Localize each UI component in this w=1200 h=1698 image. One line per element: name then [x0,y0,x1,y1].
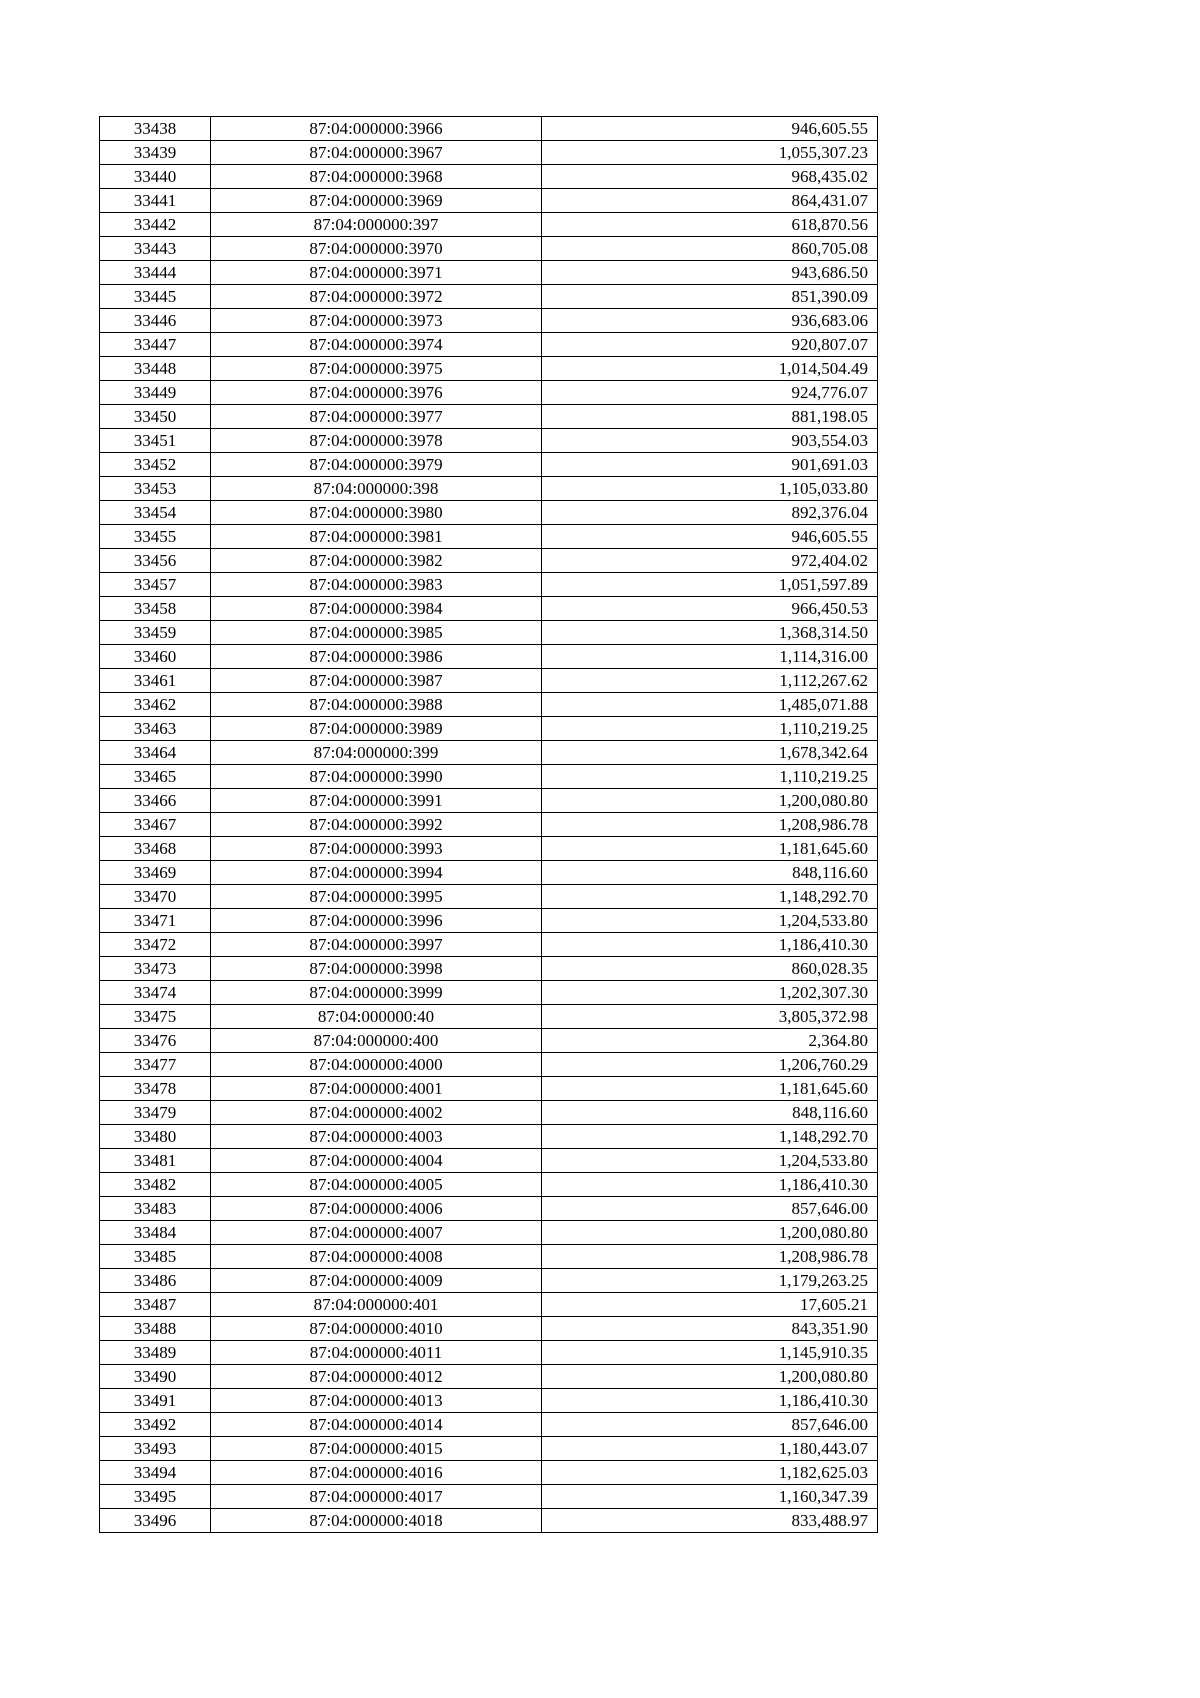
cadastral-number-cell: 87:04:000000:4002 [211,1101,542,1125]
table-row [100,1317,878,1341]
amount-cell: 966,450.53 [542,597,878,621]
amount-cell: 833,488.97 [542,1509,878,1533]
cadastral-number-cell: 87:04:000000:3969 [211,189,542,213]
row-number-cell: 33451 [100,429,211,453]
amount-cell: 1,368,314.50 [542,621,878,645]
cadastral-number-cell: 87:04:000000:3982 [211,549,542,573]
cadastral-number-cell: 87:04:000000:3993 [211,837,542,861]
amount-cell: 1,105,033.80 [542,477,878,501]
amount-cell: 946,605.55 [542,525,878,549]
row-number-cell: 33477 [100,1053,211,1077]
table-body [100,117,878,1533]
amount-cell: 1,110,219.25 [542,765,878,789]
row-number-cell: 33449 [100,381,211,405]
table-row [100,1077,878,1101]
table-row [100,573,878,597]
amount-cell: 968,435.02 [542,165,878,189]
row-number-cell: 33482 [100,1173,211,1197]
cadastral-number-cell: 87:04:000000:3980 [211,501,542,525]
row-number-cell: 33458 [100,597,211,621]
data-table [99,116,878,1533]
amount-cell: 1,208,986.78 [542,1245,878,1269]
row-number-cell: 33447 [100,333,211,357]
amount-cell: 1,204,533.80 [542,1149,878,1173]
cadastral-number-cell: 87:04:000000:4015 [211,1437,542,1461]
table-row [100,693,878,717]
table-row [100,261,878,285]
table-row [100,717,878,741]
row-number-cell: 33465 [100,765,211,789]
table-row [100,1365,878,1389]
table-row [100,1437,878,1461]
table-row [100,741,878,765]
amount-cell: 860,705.08 [542,237,878,261]
cadastral-number-cell: 87:04:000000:3977 [211,405,542,429]
cadastral-number-cell: 87:04:000000:3979 [211,453,542,477]
cadastral-number-cell: 87:04:000000:3991 [211,789,542,813]
row-number-cell: 33445 [100,285,211,309]
table-row [100,1149,878,1173]
row-number-cell: 33462 [100,693,211,717]
cadastral-number-cell: 87:04:000000:3989 [211,717,542,741]
cadastral-number-cell: 87:04:000000:3972 [211,285,542,309]
table-row [100,813,878,837]
cadastral-number-cell: 87:04:000000:3981 [211,525,542,549]
row-number-cell: 33446 [100,309,211,333]
row-number-cell: 33487 [100,1293,211,1317]
amount-cell: 851,390.09 [542,285,878,309]
amount-cell: 1,182,625.03 [542,1461,878,1485]
table-row [100,357,878,381]
cadastral-number-cell: 87:04:000000:3975 [211,357,542,381]
row-number-cell: 33495 [100,1485,211,1509]
amount-cell: 924,776.07 [542,381,878,405]
table-row [100,957,878,981]
amount-cell: 843,351.90 [542,1317,878,1341]
cadastral-number-cell: 87:04:000000:400 [211,1029,542,1053]
table-row [100,933,878,957]
row-number-cell: 33484 [100,1221,211,1245]
cadastral-number-cell: 87:04:000000:3966 [211,117,542,141]
amount-cell: 864,431.07 [542,189,878,213]
row-number-cell: 33493 [100,1437,211,1461]
cadastral-number-cell: 87:04:000000:4016 [211,1461,542,1485]
row-number-cell: 33450 [100,405,211,429]
cadastral-number-cell: 87:04:000000:3984 [211,597,542,621]
table-row [100,405,878,429]
amount-cell: 1,179,263.25 [542,1269,878,1293]
cadastral-number-cell: 87:04:000000:3973 [211,309,542,333]
amount-cell: 1,186,410.30 [542,933,878,957]
amount-cell: 1,208,986.78 [542,813,878,837]
table-row [100,837,878,861]
row-number-cell: 33459 [100,621,211,645]
table-row [100,1389,878,1413]
row-number-cell: 33454 [100,501,211,525]
row-number-cell: 33481 [100,1149,211,1173]
cadastral-number-cell: 87:04:000000:3990 [211,765,542,789]
row-number-cell: 33453 [100,477,211,501]
table-row [100,213,878,237]
cadastral-number-cell: 87:04:000000:3992 [211,813,542,837]
cadastral-number-cell: 87:04:000000:4006 [211,1197,542,1221]
cadastral-number-cell: 87:04:000000:40 [211,1005,542,1029]
table-row [100,1197,878,1221]
amount-cell: 857,646.00 [542,1413,878,1437]
row-number-cell: 33448 [100,357,211,381]
row-number-cell: 33489 [100,1341,211,1365]
amount-cell: 1,206,760.29 [542,1053,878,1077]
cadastral-number-cell: 87:04:000000:4003 [211,1125,542,1149]
cadastral-number-cell: 87:04:000000:4001 [211,1077,542,1101]
cadastral-number-cell: 87:04:000000:3968 [211,165,542,189]
cadastral-number-cell: 87:04:000000:4011 [211,1341,542,1365]
amount-cell: 1,181,645.60 [542,1077,878,1101]
table-row [100,1173,878,1197]
amount-cell: 1,186,410.30 [542,1389,878,1413]
row-number-cell: 33472 [100,933,211,957]
row-number-cell: 33457 [100,573,211,597]
amount-cell: 972,404.02 [542,549,878,573]
cadastral-number-cell: 87:04:000000:4017 [211,1485,542,1509]
table-row [100,909,878,933]
amount-cell: 1,055,307.23 [542,141,878,165]
table-row [100,1341,878,1365]
amount-cell: 1,014,504.49 [542,357,878,381]
cadastral-number-cell: 87:04:000000:4007 [211,1221,542,1245]
amount-cell: 848,116.60 [542,1101,878,1125]
cadastral-number-cell: 87:04:000000:3970 [211,237,542,261]
cadastral-number-cell: 87:04:000000:4018 [211,1509,542,1533]
table-row [100,1245,878,1269]
cadastral-number-cell: 87:04:000000:3971 [211,261,542,285]
table-row [100,189,878,213]
table-row [100,453,878,477]
amount-cell: 1,145,910.35 [542,1341,878,1365]
row-number-cell: 33494 [100,1461,211,1485]
row-number-cell: 33478 [100,1077,211,1101]
row-number-cell: 33466 [100,789,211,813]
row-number-cell: 33438 [100,117,211,141]
row-number-cell: 33476 [100,1029,211,1053]
row-number-cell: 33463 [100,717,211,741]
amount-cell: 1,051,597.89 [542,573,878,597]
table-row [100,237,878,261]
cadastral-number-cell: 87:04:000000:4008 [211,1245,542,1269]
table-row [100,1413,878,1437]
cadastral-number-cell: 87:04:000000:3974 [211,333,542,357]
amount-cell: 857,646.00 [542,1197,878,1221]
cadastral-number-cell: 87:04:000000:401 [211,1293,542,1317]
table-row [100,309,878,333]
row-number-cell: 33483 [100,1197,211,1221]
cadastral-number-cell: 87:04:000000:3999 [211,981,542,1005]
cadastral-number-cell: 87:04:000000:3996 [211,909,542,933]
table-row [100,1221,878,1245]
table-row [100,285,878,309]
amount-cell: 17,605.21 [542,1293,878,1317]
amount-cell: 1,160,347.39 [542,1485,878,1509]
row-number-cell: 33452 [100,453,211,477]
table-row [100,1005,878,1029]
table-row [100,597,878,621]
row-number-cell: 33475 [100,1005,211,1029]
cadastral-number-cell: 87:04:000000:3998 [211,957,542,981]
amount-cell: 946,605.55 [542,117,878,141]
row-number-cell: 33474 [100,981,211,1005]
row-number-cell: 33444 [100,261,211,285]
amount-cell: 901,691.03 [542,453,878,477]
table-row [100,525,878,549]
amount-cell: 1,200,080.80 [542,1365,878,1389]
amount-cell: 920,807.07 [542,333,878,357]
cadastral-number-cell: 87:04:000000:3967 [211,141,542,165]
table-row [100,1485,878,1509]
row-number-cell: 33471 [100,909,211,933]
table-row [100,765,878,789]
row-number-cell: 33467 [100,813,211,837]
amount-cell: 1,204,533.80 [542,909,878,933]
table-row [100,669,878,693]
table-row [100,117,878,141]
table-row [100,1269,878,1293]
table-row [100,885,878,909]
table-row [100,1053,878,1077]
table-row [100,501,878,525]
row-number-cell: 33439 [100,141,211,165]
row-number-cell: 33470 [100,885,211,909]
row-number-cell: 33485 [100,1245,211,1269]
row-number-cell: 33488 [100,1317,211,1341]
table-row [100,429,878,453]
cadastral-number-cell: 87:04:000000:3983 [211,573,542,597]
amount-cell: 1,110,219.25 [542,717,878,741]
cadastral-number-cell: 87:04:000000:4000 [211,1053,542,1077]
table-row [100,645,878,669]
row-number-cell: 33479 [100,1101,211,1125]
table-row [100,1509,878,1533]
row-number-cell: 33441 [100,189,211,213]
table-row [100,477,878,501]
row-number-cell: 33473 [100,957,211,981]
amount-cell: 1,180,443.07 [542,1437,878,1461]
amount-cell: 892,376.04 [542,501,878,525]
row-number-cell: 33464 [100,741,211,765]
row-number-cell: 33486 [100,1269,211,1293]
amount-cell: 2,364.80 [542,1029,878,1053]
cadastral-number-cell: 87:04:000000:399 [211,741,542,765]
row-number-cell: 33469 [100,861,211,885]
amount-cell: 1,114,316.00 [542,645,878,669]
cadastral-number-cell: 87:04:000000:4014 [211,1413,542,1437]
amount-cell: 1,186,410.30 [542,1173,878,1197]
row-number-cell: 33490 [100,1365,211,1389]
cadastral-number-cell: 87:04:000000:3995 [211,885,542,909]
table-row [100,549,878,573]
table-row [100,165,878,189]
table-row [100,1461,878,1485]
table-row [100,1125,878,1149]
row-number-cell: 33442 [100,213,211,237]
cadastral-number-cell: 87:04:000000:4004 [211,1149,542,1173]
cadastral-number-cell: 87:04:000000:4009 [211,1269,542,1293]
table-row [100,861,878,885]
amount-cell: 1,200,080.80 [542,1221,878,1245]
cadastral-number-cell: 87:04:000000:3976 [211,381,542,405]
row-number-cell: 33455 [100,525,211,549]
row-number-cell: 33443 [100,237,211,261]
row-number-cell: 33468 [100,837,211,861]
table-row [100,141,878,165]
row-number-cell: 33496 [100,1509,211,1533]
row-number-cell: 33460 [100,645,211,669]
table-row [100,789,878,813]
row-number-cell: 33456 [100,549,211,573]
amount-cell: 3,805,372.98 [542,1005,878,1029]
table-row [100,381,878,405]
cadastral-number-cell: 87:04:000000:3986 [211,645,542,669]
amount-cell: 1,148,292.70 [542,885,878,909]
cadastral-number-cell: 87:04:000000:397 [211,213,542,237]
table-row [100,981,878,1005]
amount-cell: 903,554.03 [542,429,878,453]
amount-cell: 618,870.56 [542,213,878,237]
amount-cell: 881,198.05 [542,405,878,429]
cadastral-number-cell: 87:04:000000:3988 [211,693,542,717]
cadastral-number-cell: 87:04:000000:3994 [211,861,542,885]
cadastral-number-cell: 87:04:000000:3997 [211,933,542,957]
table-row [100,1293,878,1317]
cadastral-number-cell: 87:04:000000:3978 [211,429,542,453]
amount-cell: 1,200,080.80 [542,789,878,813]
table-row [100,1029,878,1053]
table-row [100,333,878,357]
table-row [100,1101,878,1125]
amount-cell: 943,686.50 [542,261,878,285]
amount-cell: 1,202,307.30 [542,981,878,1005]
row-number-cell: 33440 [100,165,211,189]
amount-cell: 1,678,342.64 [542,741,878,765]
cadastral-number-cell: 87:04:000000:4012 [211,1365,542,1389]
amount-cell: 848,116.60 [542,861,878,885]
cadastral-number-cell: 87:04:000000:3987 [211,669,542,693]
amount-cell: 1,181,645.60 [542,837,878,861]
row-number-cell: 33480 [100,1125,211,1149]
cadastral-number-cell: 87:04:000000:4010 [211,1317,542,1341]
amount-cell: 936,683.06 [542,309,878,333]
row-number-cell: 33461 [100,669,211,693]
cadastral-number-cell: 87:04:000000:3985 [211,621,542,645]
row-number-cell: 33492 [100,1413,211,1437]
amount-cell: 1,485,071.88 [542,693,878,717]
cadastral-number-cell: 87:04:000000:398 [211,477,542,501]
table-row [100,621,878,645]
row-number-cell: 33491 [100,1389,211,1413]
amount-cell: 1,148,292.70 [542,1125,878,1149]
amount-cell: 860,028.35 [542,957,878,981]
amount-cell: 1,112,267.62 [542,669,878,693]
cadastral-number-cell: 87:04:000000:4005 [211,1173,542,1197]
cadastral-number-cell: 87:04:000000:4013 [211,1389,542,1413]
